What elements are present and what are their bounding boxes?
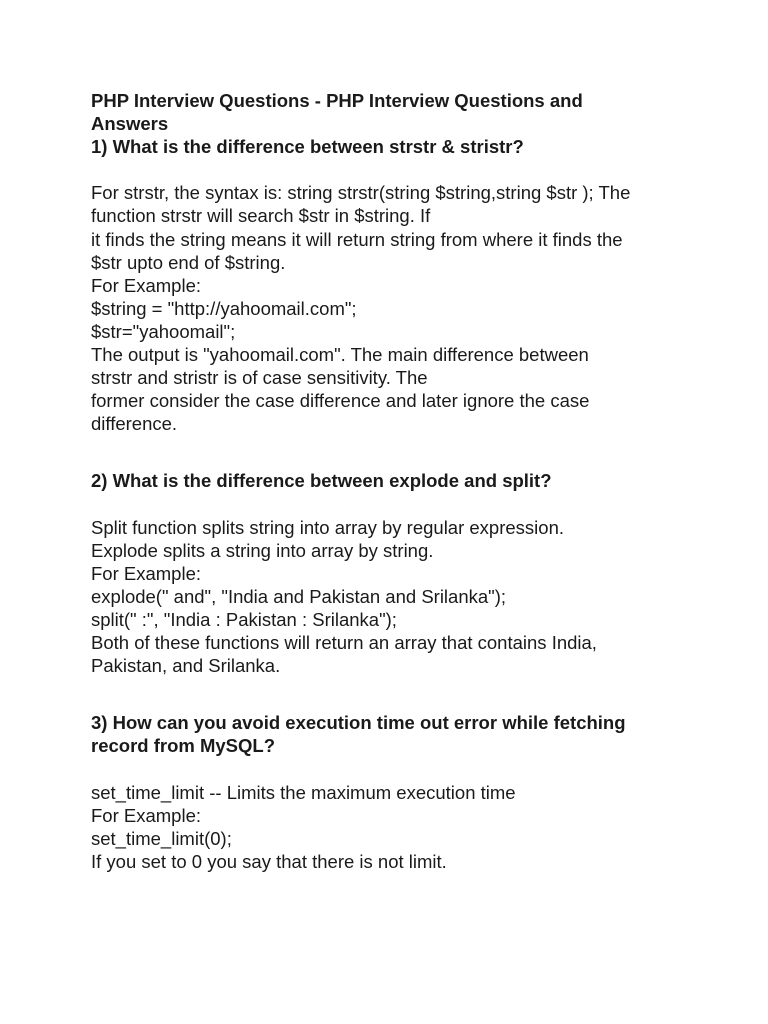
section-1 — [91, 135, 711, 435]
answer-1-line: $str upto end of $string. — [91, 251, 286, 273]
answer-2-line: split(" :", "India : Pakistan : Srilanka"); — [91, 608, 397, 630]
document-title-line-2: Answers — [91, 113, 169, 135]
spacer — [91, 677, 711, 711]
answer-2 — [91, 516, 711, 678]
answer-1-line: The output is "yahoomail.com". The main difference between — [91, 344, 589, 366]
document-title-line-1: PHP Interview Questions - PHP Interview Questions and — [91, 90, 583, 111]
spacer — [91, 493, 711, 516]
answer-3-line: set_time_limit -- Limits the maximum execution time — [91, 781, 516, 803]
document-page — [91, 89, 711, 873]
answer-1-line: $string = "http://yahoomail.com"; — [91, 297, 357, 319]
answer-2-line: Both of these functions will return an array that contains India, — [91, 632, 597, 654]
answer-3-line: If you set to 0 you say that there is not limit. — [91, 850, 447, 872]
question-3-heading-line-2: record from MySQL? — [91, 735, 275, 757]
answer-2-line: explode(" and", "India and Pakistan and Srilanka"); — [91, 585, 507, 607]
answer-1-line: For strstr, the syntax is: string strstr(string $string,string $str ); The — [91, 182, 631, 204]
spacer — [91, 757, 711, 780]
answer-1-line: strstr and stristr is of case sensitivity. The — [91, 367, 428, 389]
section-2 — [91, 469, 711, 677]
answer-3-line: set_time_limit(0); — [91, 827, 232, 849]
answer-2-line: Pakistan, and Srilanka. — [91, 655, 281, 677]
answer-1-line: it finds the string means it will return string from where it finds the — [91, 228, 623, 250]
answer-1 — [91, 181, 711, 435]
answer-1-line: former consider the case difference and later ignore the case — [91, 390, 590, 412]
spacer — [91, 158, 711, 181]
question-2-heading: 2) What is the difference between explode and split? — [91, 470, 552, 492]
answer-3-line: For Example: — [91, 804, 202, 826]
section-3 — [91, 711, 711, 873]
answer-1-line: $str="yahoomail"; — [91, 320, 236, 342]
question-3-heading-line-1: 3) How can you avoid execution time out error while fetching — [91, 712, 626, 734]
answer-2-line: Explode splits a string into array by string. — [91, 539, 434, 561]
answer-1-line: difference. — [91, 413, 178, 435]
question-1-heading: 1) What is the difference between strstr & stristr? — [91, 136, 524, 158]
spacer — [91, 435, 711, 469]
answer-1-line: function strstr will search $str in $string. If — [91, 205, 431, 227]
answer-3 — [91, 781, 711, 873]
answer-2-line: Split function splits string into array by regular expression. — [91, 516, 564, 538]
answer-1-line: For Example: — [91, 274, 202, 296]
answer-2-line: For Example: — [91, 562, 202, 584]
